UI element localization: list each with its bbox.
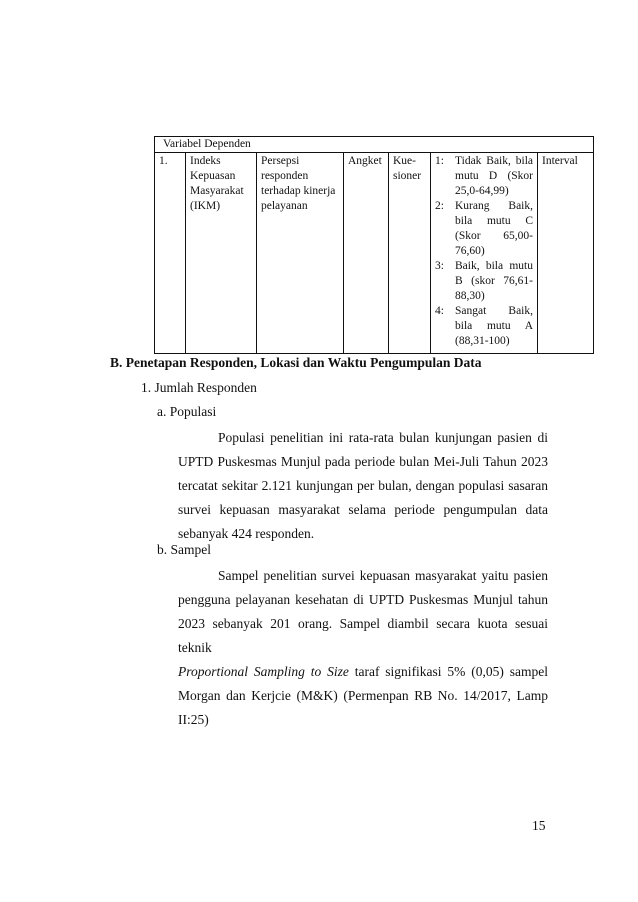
criteria-cell: [431, 153, 538, 354]
variable-definition: Persepsi responden terhadap kinerja pelayanan: [257, 153, 344, 354]
list-item: 3: Baik, bila mutu B (skor 76,61-88,30): [435, 260, 533, 302]
populasi-label: a. Populasi: [157, 404, 217, 419]
method-name: Proportional Sampling to Size: [178, 664, 349, 679]
sampel-label: b. Sampel: [157, 542, 211, 557]
variable-name: Indeks Kepuasan Masyarakat (IKM): [186, 153, 257, 354]
populasi-paragraph: [178, 426, 548, 546]
list-item: 2: Kurang Baik, bila mutu C (Skor 65,00-76,60): [435, 200, 533, 257]
paragraph-line: survei kepuasan masyarakat selama periode pengumpulan data: [178, 502, 548, 517]
paragraph-line: Proportional Sampling to Size taraf signifikasi 5% (0,05) sampel: [178, 664, 548, 679]
measurement-scale: Interval: [538, 153, 594, 354]
paragraph-line: Morgan dan Kerjcie (M&K) (Permenpan RB No. 14/2017, Lamp: [178, 688, 548, 703]
paragraph-line: tercatat sekitar 2.121 kunjungan per bulan, dengan populasi sasaran: [178, 478, 548, 493]
table-section-row: [155, 137, 594, 153]
paragraph-line: Populasi penelitian ini rata-rata bulan kunjungan pasien di: [218, 430, 548, 445]
paragraph-line: Sampel penelitian survei kepuasan masyarakat yaitu pasien: [218, 568, 548, 583]
paragraph-line: sebanyak 424 responden.: [178, 526, 315, 541]
variable-table: [154, 136, 594, 354]
paragraph-line: 2023 sebanyak 201 orang. Sampel diambil secara kuota sesuai teknik: [178, 616, 548, 655]
paragraph-line: pengguna pelayanan kesehatan di UPTD Puskesmas Munjul tahun: [178, 592, 548, 607]
measurement-instrument: Kue-sioner: [389, 153, 431, 354]
list-item: 1: Tidak Baik, bila mutu D (Skor 25,0-64,99): [435, 155, 533, 197]
subsection-title: 1. Jumlah Responden: [141, 380, 257, 395]
criteria-list: [435, 154, 533, 349]
paragraph-line: II:25): [178, 712, 209, 727]
page-number: 15: [532, 818, 546, 833]
list-item: 4: Sangat Baik, bila mutu A (88,31-100): [435, 305, 533, 347]
table-row: [155, 153, 594, 354]
measurement-method: Angket: [344, 153, 389, 354]
sampel-paragraph: [178, 564, 548, 732]
paragraph-line: UPTD Puskesmas Munjul pada periode bulan Mei-Juli Tahun 2023: [178, 454, 548, 469]
section-label-cell: Variabel Dependen: [155, 137, 594, 153]
row-number: 1.: [155, 153, 186, 354]
section-heading: B. Penetapan Responden, Lokasi dan Waktu Pengumpulan Data: [110, 355, 482, 370]
